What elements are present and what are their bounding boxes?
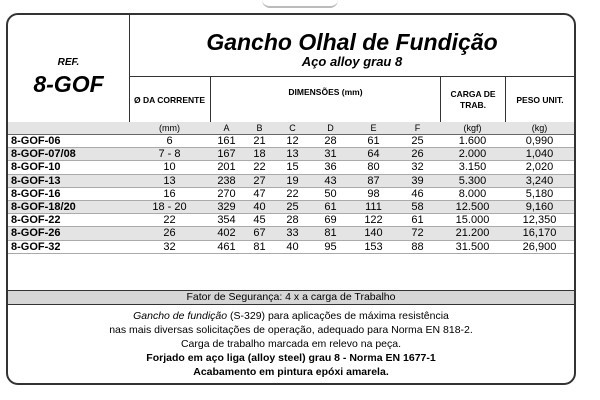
row-cell: 33 — [276, 227, 309, 240]
row-cell: 26 — [129, 227, 210, 240]
row-cell: 31.500 — [440, 240, 505, 253]
description — [8, 309, 574, 379]
row-ref: 8-GOF-07/08 — [8, 148, 129, 161]
row-ref: 8-GOF-32 — [8, 240, 129, 253]
product-spec-card — [6, 13, 576, 385]
description-line: Acabamento em pintura epóxi amarela. — [193, 366, 389, 378]
row-cell: 238 — [210, 174, 243, 187]
row-cell: 21 — [243, 135, 276, 148]
row-cell: 80 — [352, 161, 395, 174]
row-cell: 402 — [210, 227, 243, 240]
row-cell: 69 — [309, 214, 352, 227]
row-cell: 72 — [395, 227, 440, 240]
row-ref: 8-GOF-13 — [8, 174, 129, 187]
row-ref: 8-GOF-18/20 — [8, 200, 129, 213]
description-line: nas mais diversas solicitações de operação, adequado para Norma EN 818-2. — [109, 324, 473, 336]
row-cell: 67 — [243, 227, 276, 240]
row-cell: 3.150 — [440, 161, 505, 174]
row-cell: 15 — [276, 161, 309, 174]
description-text: (S-329) para aplicações de máxima resistência — [227, 310, 449, 322]
row-cell: 64 — [352, 148, 395, 161]
description-line: Forjado em aço liga (alloy steel) grau 8 - Norma EN 1677-1 — [146, 352, 436, 364]
product-subtitle: Aço alloy grau 8 — [301, 54, 403, 69]
row-cell: 140 — [352, 227, 395, 240]
row-cell: 61 — [309, 200, 352, 213]
row-cell: 2,020 — [505, 161, 574, 174]
col-header-diameter: Ø DA CORRENTE — [134, 94, 205, 105]
table-row — [8, 240, 574, 253]
top-decoration — [262, 0, 338, 8]
row-cell: 21.200 — [440, 227, 505, 240]
row-cell: 16,170 — [505, 227, 574, 240]
row-cell: 95 — [309, 240, 352, 253]
row-cell: 22 — [276, 187, 309, 200]
row-cell: 1.600 — [440, 135, 505, 148]
units-cell: F — [395, 122, 440, 135]
row-cell: 161 — [210, 135, 243, 148]
row-cell: 12 — [276, 135, 309, 148]
table-row — [8, 161, 574, 174]
row-cell: 270 — [210, 187, 243, 200]
row-cell: 19 — [276, 174, 309, 187]
row-cell: 201 — [210, 161, 243, 174]
row-cell: 47 — [243, 187, 276, 200]
row-cell: 46 — [395, 187, 440, 200]
row-cell: 39 — [395, 174, 440, 187]
spec-table — [8, 122, 574, 254]
row-cell: 87 — [352, 174, 395, 187]
row-cell: 18 - 20 — [129, 200, 210, 213]
row-cell: 5,180 — [505, 187, 574, 200]
col-header-load: CARGA DE TRAB. — [440, 77, 505, 123]
row-cell: 153 — [352, 240, 395, 253]
units-cell: (kgf) — [440, 122, 505, 135]
table-header — [8, 15, 574, 123]
row-cell: 28 — [309, 135, 352, 148]
row-cell: 58 — [395, 200, 440, 213]
row-cell: 32 — [395, 161, 440, 174]
row-cell: 36 — [309, 161, 352, 174]
units-cell: (kg) — [505, 122, 574, 135]
row-cell: 167 — [210, 148, 243, 161]
row-cell: 26 — [395, 148, 440, 161]
row-ref: 8-GOF-26 — [8, 227, 129, 240]
row-cell: 3,240 — [505, 174, 574, 187]
units-cell: D — [309, 122, 352, 135]
units-cell: C — [276, 122, 309, 135]
row-cell: 6 — [129, 135, 210, 148]
row-cell: 12,350 — [505, 214, 574, 227]
row-cell: 25 — [395, 135, 440, 148]
row-cell: 22 — [243, 161, 276, 174]
row-cell: 61 — [352, 135, 395, 148]
row-ref: 8-GOF-10 — [8, 161, 129, 174]
col-header-weight: PESO UNIT. — [505, 77, 574, 123]
description-line — [8, 309, 574, 323]
row-cell: 461 — [210, 240, 243, 253]
row-cell: 61 — [395, 214, 440, 227]
row-cell: 40 — [243, 200, 276, 213]
row-cell: 8.000 — [440, 187, 505, 200]
row-cell: 43 — [309, 174, 352, 187]
row-cell: 0,990 — [505, 135, 574, 148]
row-cell: 5.300 — [440, 174, 505, 187]
table-row — [8, 200, 574, 213]
row-cell: 2.000 — [440, 148, 505, 161]
units-cell: B — [243, 122, 276, 135]
ref-label: REF. — [57, 57, 80, 68]
row-cell: 122 — [352, 214, 395, 227]
row-cell: 26,900 — [505, 240, 574, 253]
row-cell: 15.000 — [440, 214, 505, 227]
table-row — [8, 135, 574, 148]
ref-code: 8-GOF — [33, 71, 104, 97]
units-cell: (mm) — [129, 122, 210, 135]
product-title: Gancho Olhal de Fundição — [206, 29, 498, 55]
row-cell: 27 — [243, 174, 276, 187]
row-cell: 32 — [129, 240, 210, 253]
row-cell: 111 — [352, 200, 395, 213]
row-cell: 13 — [129, 174, 210, 187]
row-cell: 45 — [243, 214, 276, 227]
row-ref: 8-GOF-16 — [8, 187, 129, 200]
row-cell: 18 — [243, 148, 276, 161]
safety-factor: Fator de Segurança: 4 x a carga de Trabalho — [8, 290, 574, 305]
row-cell: 81 — [243, 240, 276, 253]
units-cell: A — [210, 122, 243, 135]
row-cell: 50 — [309, 187, 352, 200]
table-row — [8, 174, 574, 187]
row-cell: 16 — [129, 187, 210, 200]
col-header-dimensions: DIMENSÕES (mm) — [210, 77, 440, 123]
units-cell: E — [352, 122, 395, 135]
table-row — [8, 227, 574, 240]
units-row — [8, 122, 574, 135]
row-cell: 98 — [352, 187, 395, 200]
row-cell: 7 - 8 — [129, 148, 210, 161]
ref-cell — [8, 15, 130, 132]
description-line: Carga de trabalho marcada em relevo na peça. — [180, 338, 402, 350]
row-cell: 28 — [276, 214, 309, 227]
table-row — [8, 148, 574, 161]
row-cell: 81 — [309, 227, 352, 240]
table-row — [8, 187, 574, 200]
spec-table-body — [8, 122, 574, 253]
row-cell: 25 — [276, 200, 309, 213]
row-cell: 31 — [309, 148, 352, 161]
row-ref: 8-GOF-22 — [8, 214, 129, 227]
row-cell: 329 — [210, 200, 243, 213]
units-cell — [8, 122, 129, 135]
row-cell: 9,160 — [505, 200, 574, 213]
row-cell: 40 — [276, 240, 309, 253]
row-cell: 22 — [129, 214, 210, 227]
description-italic: Gancho de fundição — [133, 310, 228, 322]
row-cell: 12.500 — [440, 200, 505, 213]
row-cell: 13 — [276, 148, 309, 161]
row-cell: 10 — [129, 161, 210, 174]
row-cell: 354 — [210, 214, 243, 227]
table-row — [8, 214, 574, 227]
row-cell: 88 — [395, 240, 440, 253]
row-cell: 1,040 — [505, 148, 574, 161]
row-ref: 8-GOF-06 — [8, 135, 129, 148]
